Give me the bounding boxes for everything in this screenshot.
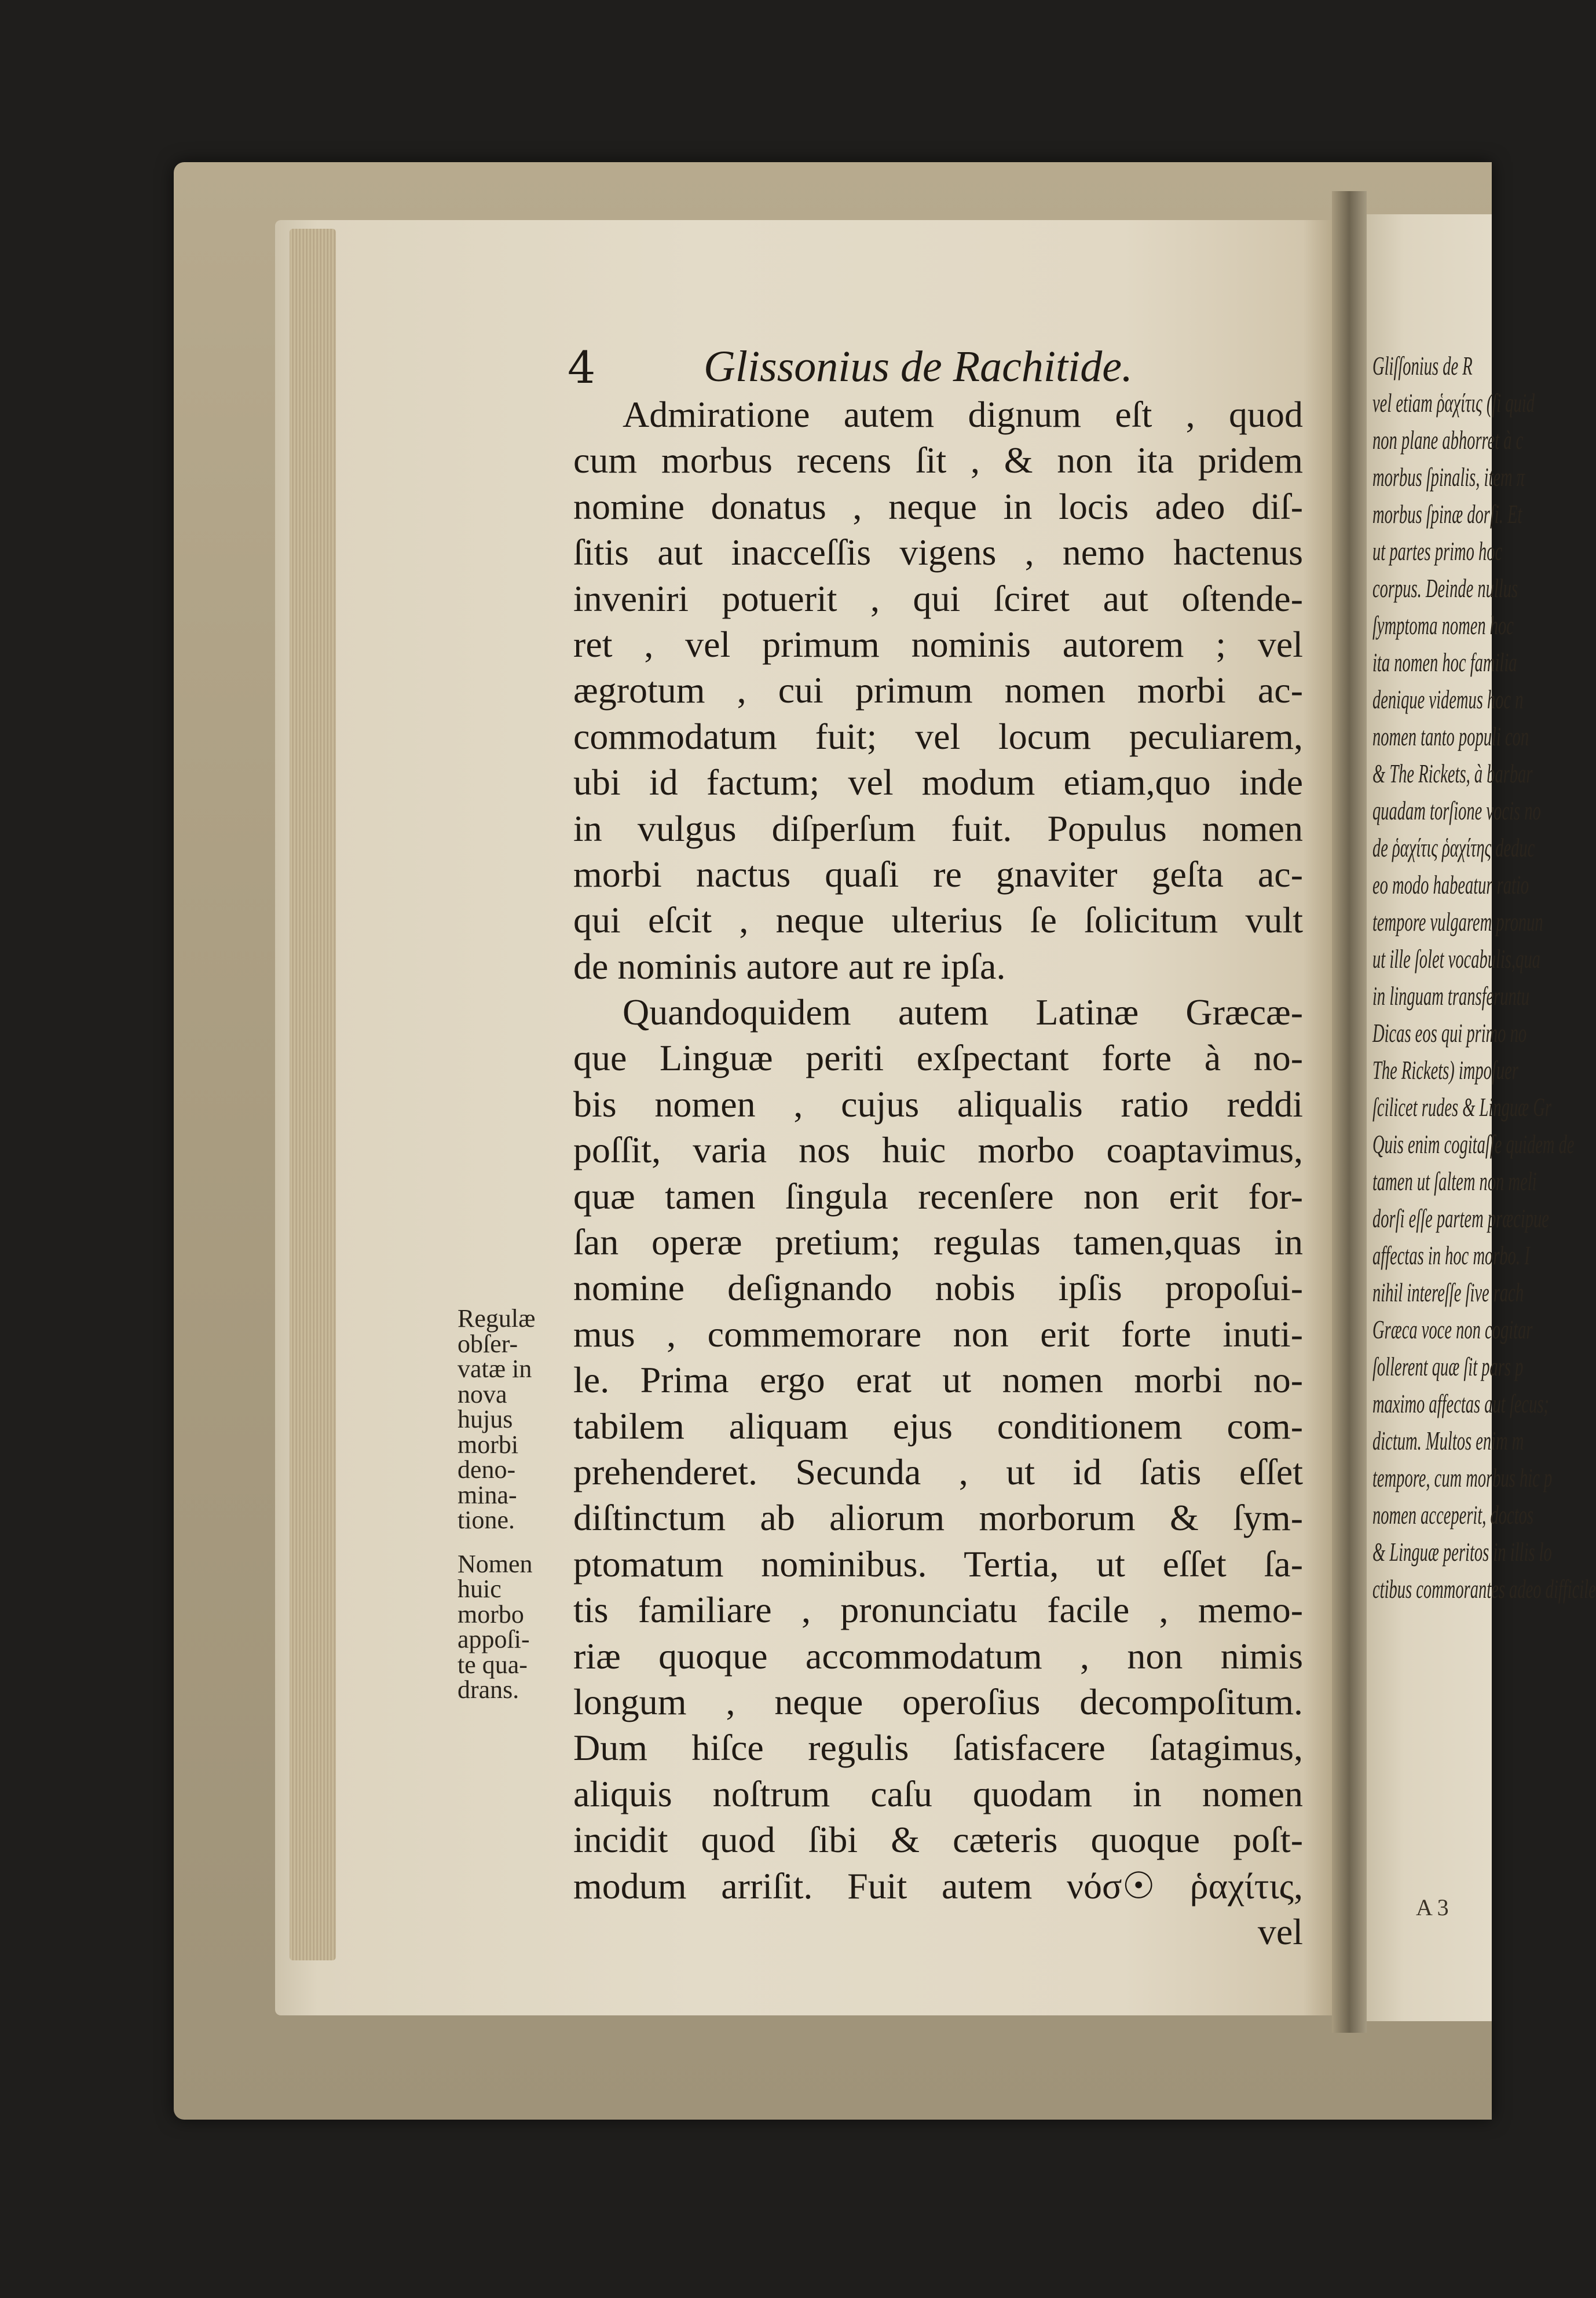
page-number: 4: [568, 342, 596, 393]
facing-page-line: ctibus commorantes adeo difficile: [1372, 1574, 1596, 1604]
page-edges: [290, 229, 336, 1960]
text-line: ſitis aut inacceſſis vigens , nemo hactenus: [573, 532, 1303, 573]
facing-page-line: denique videmus hoc n: [1372, 685, 1524, 714]
text-line: vel: [1257, 1911, 1303, 1952]
margin-notes: [457, 1306, 573, 1703]
text-line: tis familiare , pronunciatu facile , memo-: [573, 1589, 1303, 1631]
text-line: nomine donatus , neque in locis adeo diſ-: [573, 485, 1303, 527]
text-line: aliquis noſtrum caſu quodam in nomen: [573, 1773, 1303, 1814]
text-line: modum arriſit. Fuit autem νόσ☉ ῥαχίτις,: [573, 1865, 1303, 1907]
facing-page-line: & The Rickets, à barbar: [1372, 759, 1533, 788]
margin-note-line: tione.: [457, 1506, 515, 1534]
facing-page-line: ſymptoma nomen hoc: [1372, 610, 1514, 640]
facing-page-line: quadam torſione vocis no: [1372, 796, 1541, 825]
facing-page-line: ſcilicet rudes & Linguæ Gr: [1372, 1092, 1551, 1122]
margin-note-name: [457, 1551, 573, 1703]
margin-note-line: appoſi-: [457, 1625, 530, 1653]
text-line: de nominis autore aut re ipſa.: [573, 945, 1006, 987]
facing-page-line: maximo affectas aut ſecus;: [1372, 1389, 1549, 1418]
facing-page-line: dictum. Multos enim m: [1372, 1426, 1524, 1455]
facing-page-line: morbus ſpinalis, item π: [1372, 462, 1525, 492]
text-line: que Linguæ periti exſpectant forte à no-: [573, 1037, 1303, 1079]
margin-note-line: huic: [457, 1575, 502, 1603]
text-line: Admiratione autem dignum eſt , quod: [623, 394, 1303, 435]
text-line: prehenderet. Secunda , ut id ſatis eſſet: [573, 1451, 1303, 1492]
text-line: ret , vel primum nominis autorem ; vel: [573, 623, 1303, 665]
facing-page-line: non plane abhorret à c: [1372, 425, 1524, 455]
margin-note-line: hujus: [457, 1405, 513, 1433]
margin-note-line: deno-: [457, 1455, 516, 1484]
text-line: tabilem aliquam ejus conditionem com-: [573, 1405, 1303, 1447]
facing-page-line: ut ille ſolet vocabulis,qua: [1372, 944, 1540, 974]
facing-page-text: [1372, 347, 1596, 1608]
facing-page-line: The Rickets) impoſuer: [1372, 1055, 1518, 1085]
facing-page-line: eo modo habeatur ratio: [1372, 870, 1529, 899]
margin-note-line: nova: [457, 1379, 507, 1408]
margin-note-line: morbo: [457, 1600, 524, 1629]
text-line: incidit quod ſibi & cæteris quoque poſt-: [573, 1819, 1303, 1861]
text-line: cum morbus recens ſit , & non ita pridem: [573, 440, 1303, 481]
text-line: mus , commemorare non erit forte inuti-: [573, 1313, 1303, 1355]
facing-page-line: Dicas eos qui primo no: [1372, 1018, 1527, 1048]
facing-page-line: nomen acceperit, doctos: [1372, 1500, 1533, 1529]
running-head: Glissonius de Rachitide.: [704, 342, 1133, 391]
text-line: poſſit, varia nos huic morbo coaptavimus,: [573, 1129, 1303, 1171]
text-line: in vulgus diſperſum fuit. Populus nomen: [573, 807, 1303, 849]
facing-page-line: vel etiam ῥαχίτις (ſi quid: [1372, 388, 1535, 418]
facing-page-line: & Linguæ peritos in illis lo: [1372, 1537, 1552, 1567]
signature-mark: A 3: [1416, 1894, 1449, 1920]
margin-note-line: obſer-: [457, 1329, 518, 1358]
margin-note-rules: [457, 1306, 573, 1533]
text-line: longum , neque operoſius decompoſitum.: [573, 1681, 1303, 1722]
text-line: nomine deſignando nobis ipſis propoſui-: [573, 1267, 1303, 1309]
facing-page-line: de ῥαχίτις ῥαχίτης deduc: [1372, 833, 1535, 862]
facing-page: [1367, 214, 1596, 2021]
facing-page-line: Græca voce non cogitar: [1372, 1315, 1533, 1344]
facing-page-line: dorſi eſſe partem præcipue: [1372, 1203, 1549, 1233]
text-line: bis nomen , cujus aliqualis ratio reddi: [573, 1083, 1303, 1125]
text-line: qui eſcit , neque ulterius ſe ſolicitum vult: [573, 899, 1303, 941]
text-line: quæ tamen ſingula recenſere non erit for-: [573, 1175, 1303, 1217]
facing-page-line: nihil intereſſe ſive rach: [1372, 1278, 1524, 1307]
text-line: riæ quoque accommodatum , non nimis: [573, 1635, 1303, 1677]
margin-note-line: morbi: [457, 1430, 519, 1459]
margin-note-line: te qua-: [457, 1650, 528, 1679]
facing-page-line: Gliſſonius de R: [1372, 351, 1473, 380]
margin-note-line: Regulæ: [457, 1304, 536, 1333]
facing-page-line: tamen ut ſaltem non meli: [1372, 1166, 1537, 1196]
facing-page-line: Quis enim cogitaſſe quidem de: [1372, 1129, 1575, 1159]
text-line: commodatum fuit; vel locum peculiarem,: [573, 715, 1303, 757]
facing-page-line: tempore vulgarem pronun: [1372, 907, 1543, 936]
text-line: ægrotum , cui primum nomen morbi ac-: [573, 669, 1303, 711]
facing-page-line: ita nomen hoc familia: [1372, 647, 1517, 677]
text-line: Quandoquidem autem Latinæ Græcæ-: [623, 991, 1303, 1033]
text-line: diſtinctum ab aliorum morborum & ſym-: [573, 1497, 1303, 1539]
text-line: ptomatum nominibus. Tertia, ut eſſet ſa-: [573, 1543, 1303, 1585]
facing-page-line: nomen tanto populi con: [1372, 722, 1529, 751]
body-text: [573, 391, 1303, 1955]
facing-page-line: ut partes primo hoc: [1372, 536, 1503, 566]
text-line: morbi nactus quaſi re gnaviter geſta ac-: [573, 853, 1303, 895]
facing-page-line: affectas in hoc morbo. I: [1372, 1241, 1530, 1270]
text-line: ſan operæ pretium; regulas tamen,quas in: [573, 1221, 1303, 1263]
text-line: le. Prima ergo erat ut nomen morbi no-: [573, 1359, 1303, 1401]
facing-page-line: in linguam transferuntu: [1372, 981, 1529, 1011]
facing-page-line: corpus. Deinde nullus: [1372, 573, 1518, 603]
text-line: inveniri potuerit , qui ſciret aut oſtende-: [573, 577, 1303, 619]
margin-note-line: Nomen: [457, 1549, 533, 1578]
book-gutter: [1332, 191, 1367, 2033]
margin-note-line: drans.: [457, 1675, 519, 1704]
facing-page-line: tempore, cum morbus hic p: [1372, 1463, 1553, 1492]
text-line: ubi id factum; vel modum etiam,quo inde: [573, 762, 1303, 803]
facing-page-line: morbus ſpinæ dorſi. Et: [1372, 499, 1522, 529]
margin-note-line: mina-: [457, 1480, 517, 1509]
facing-page-line: ſollerent quæ ſit pars p: [1372, 1352, 1524, 1381]
text-line: Dum hiſce regulis ſatisfacere ſatagimus,: [573, 1727, 1303, 1769]
margin-note-line: vatæ in: [457, 1355, 532, 1383]
